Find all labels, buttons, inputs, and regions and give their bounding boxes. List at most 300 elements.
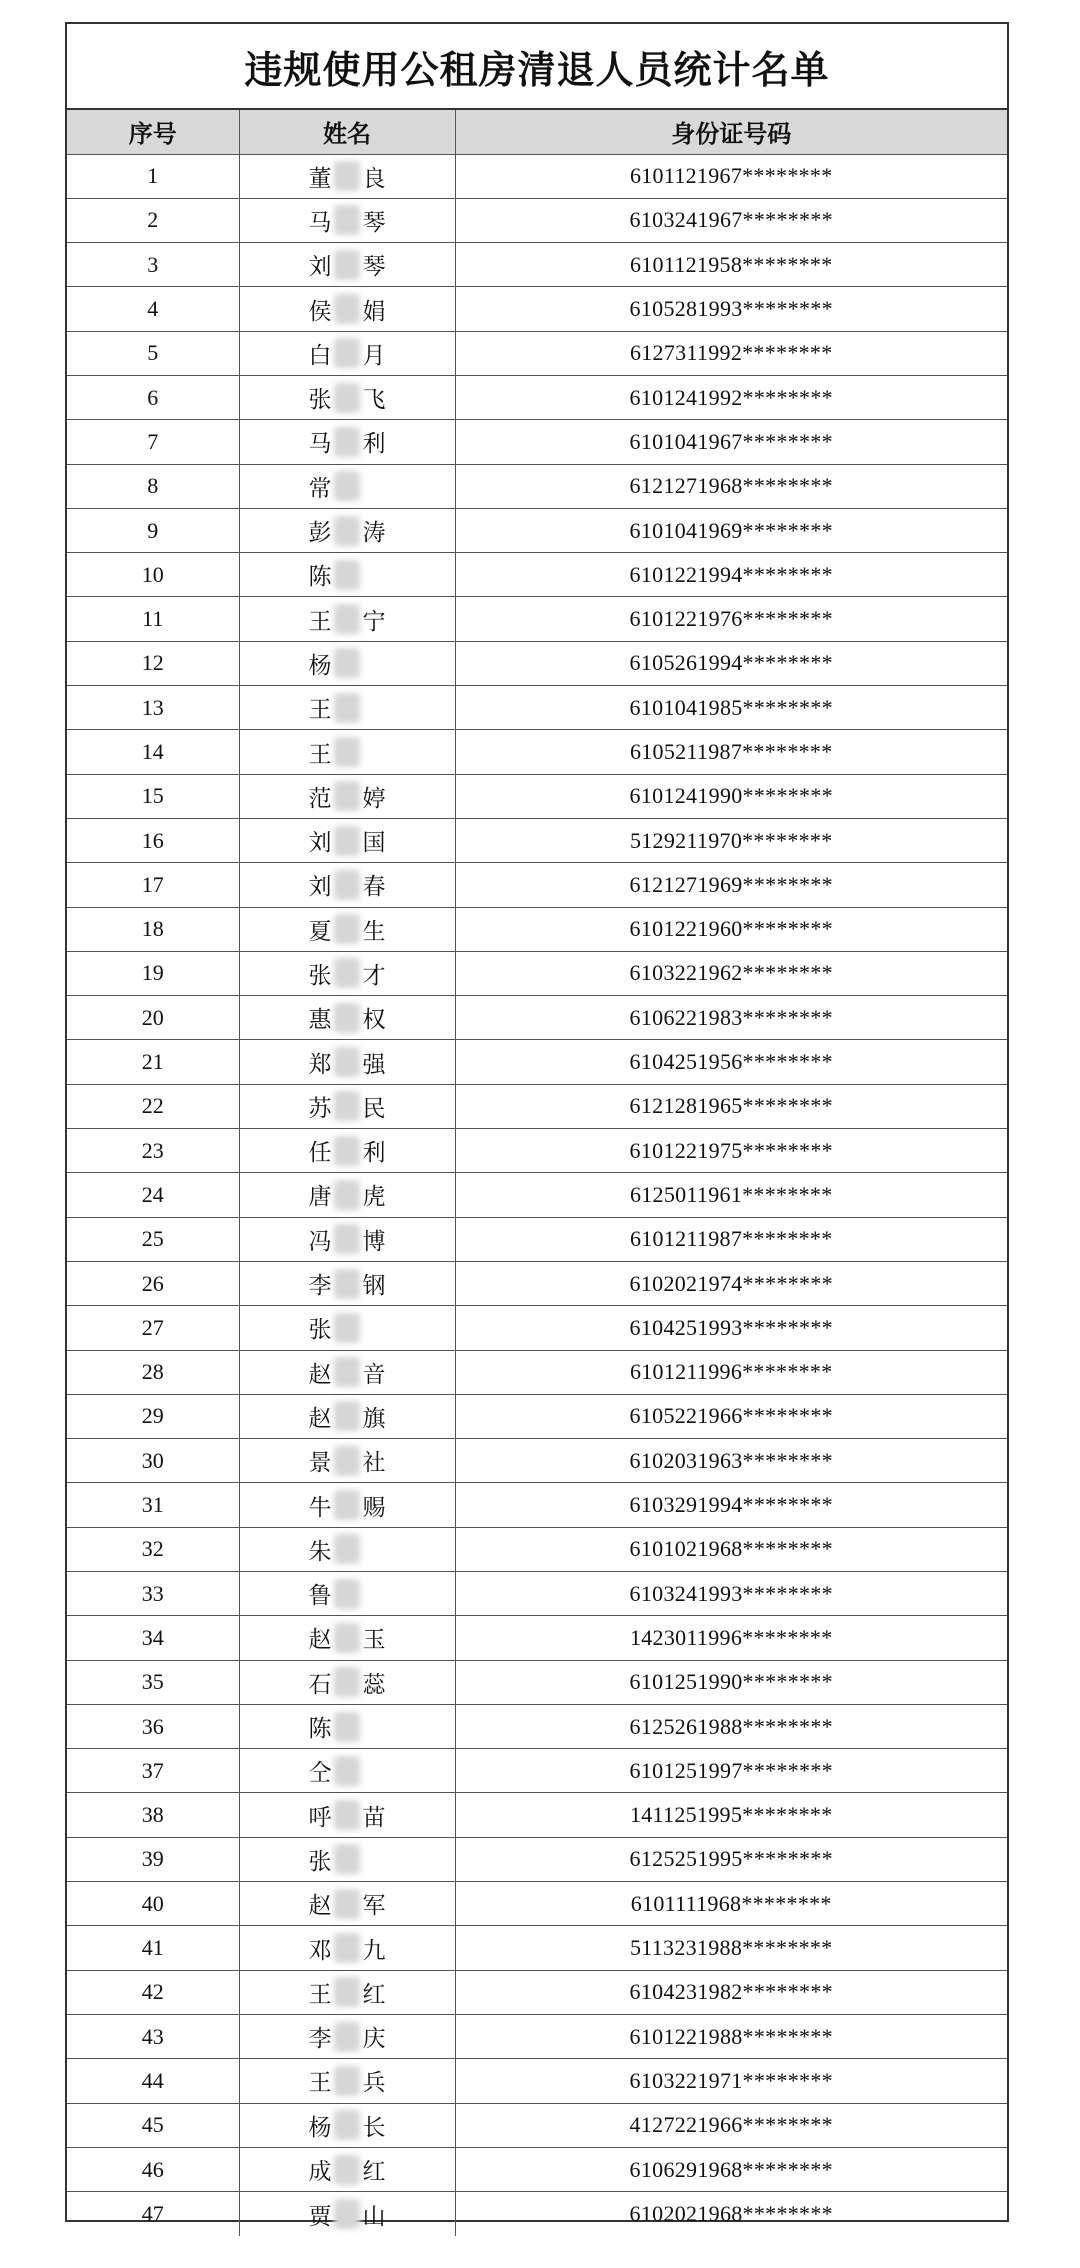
- redaction-blur: [334, 161, 360, 191]
- table-row: [67, 154, 1007, 198]
- name-text: [308, 2198, 386, 2231]
- row-id-number: 6101111968********: [455, 1882, 1007, 1926]
- given-name-char: 飞: [362, 387, 386, 414]
- surname: 王: [308, 1981, 332, 2008]
- surname: 侯: [308, 298, 332, 325]
- row-name: [239, 2059, 455, 2103]
- row-name: [239, 641, 455, 685]
- redaction-blur: [334, 427, 360, 457]
- surname: 张: [308, 962, 332, 989]
- surname: 张: [308, 1848, 332, 1875]
- surname: 朱: [308, 1538, 332, 1565]
- row-name: [239, 1483, 455, 1527]
- surname: 景: [308, 1450, 332, 1477]
- redaction-blur: [334, 1269, 360, 1299]
- row-name: [239, 420, 455, 464]
- given-name-char: 娟: [362, 298, 386, 325]
- name-text: [308, 1577, 386, 1610]
- row-index: 42: [67, 1970, 239, 2014]
- row-index: 29: [67, 1394, 239, 1438]
- redaction-blur: [334, 1623, 360, 1653]
- row-id-number: 6101121967********: [455, 154, 1007, 198]
- given-name-char: 利: [362, 1140, 386, 1167]
- row-index: 35: [67, 1660, 239, 1704]
- row-id-number: 6101041967********: [455, 420, 1007, 464]
- name-text: [308, 1932, 386, 1965]
- row-id-number: 6101121958********: [455, 243, 1007, 287]
- given-name-char: 玉: [362, 1627, 386, 1654]
- table-row: [67, 907, 1007, 951]
- row-id-number: 6121281965********: [455, 1084, 1007, 1128]
- surname: 成: [308, 2159, 332, 2185]
- row-id-number: 5113231988********: [455, 1926, 1007, 1970]
- row-name: [239, 1970, 455, 2014]
- name-text: [308, 1887, 386, 1920]
- table-row: [67, 1040, 1007, 1084]
- redaction-blur: [334, 1667, 360, 1697]
- redaction-blur: [334, 471, 360, 501]
- given-name-char: 军: [362, 1893, 386, 1920]
- table-row: [67, 2059, 1007, 2103]
- table-row: [67, 1129, 1007, 1173]
- row-id-number: 6101221994********: [455, 553, 1007, 597]
- redaction-blur: [334, 1712, 360, 1742]
- row-index: 37: [67, 1749, 239, 1793]
- surname: 陈: [308, 564, 332, 591]
- table-row: [67, 1704, 1007, 1748]
- name-text: [308, 1046, 386, 1079]
- name-text: [308, 1223, 386, 1256]
- table-row: [67, 1439, 1007, 1483]
- redaction-blur: [334, 870, 360, 900]
- row-id-number: 6105281993********: [455, 287, 1007, 331]
- row-id-number: 6102021974********: [455, 1261, 1007, 1305]
- row-id-number: 6106221983********: [455, 996, 1007, 1040]
- given-name-char: 涛: [362, 520, 386, 547]
- surname: 赵: [308, 1361, 332, 1388]
- row-id-number: 6101251990********: [455, 1660, 1007, 1704]
- table-row: [67, 1749, 1007, 1793]
- roster-table: [67, 110, 1007, 2236]
- row-index: 3: [67, 243, 239, 287]
- given-name-char: 虎: [362, 1184, 386, 1211]
- surname: 赵: [308, 1893, 332, 1920]
- table-row: [67, 1572, 1007, 1616]
- given-name-char: 长: [362, 2114, 386, 2141]
- row-id-number: 6101221975********: [455, 1129, 1007, 1173]
- given-name-char: 琴: [362, 254, 386, 281]
- given-name-char: 生: [362, 918, 386, 945]
- surname: 李: [308, 2026, 332, 2053]
- surname: 马: [308, 431, 332, 458]
- row-id-number: 4127221966********: [455, 2103, 1007, 2147]
- table-row: [67, 1793, 1007, 1837]
- table-row: [67, 1217, 1007, 1261]
- name-text: [308, 1489, 386, 1522]
- name-text: [308, 1178, 386, 1211]
- surname: 苏: [308, 1095, 332, 1122]
- row-name: [239, 154, 455, 198]
- given-name-char: 强: [362, 1051, 386, 1078]
- header-index: 序号: [67, 110, 239, 154]
- redaction-blur: [334, 1401, 360, 1431]
- row-index: 19: [67, 951, 239, 995]
- surname: 邓: [308, 1937, 332, 1964]
- row-id-number: 6101241990********: [455, 774, 1007, 818]
- table-row: [67, 243, 1007, 287]
- row-id-number: 6121271968********: [455, 464, 1007, 508]
- row-id-number: 6103291994********: [455, 1483, 1007, 1527]
- name-text: [308, 1710, 386, 1743]
- row-index: 6: [67, 375, 239, 419]
- row-name: [239, 1261, 455, 1305]
- row-id-number: 6101221988********: [455, 2014, 1007, 2058]
- redaction-blur: [334, 1446, 360, 1476]
- row-index: 36: [67, 1704, 239, 1748]
- given-name-char: 庆: [362, 2026, 386, 2053]
- redaction-blur: [334, 338, 360, 368]
- row-name: [239, 996, 455, 1040]
- row-name: [239, 1926, 455, 1970]
- redaction-blur: [334, 1180, 360, 1210]
- row-index: 18: [67, 907, 239, 951]
- surname: 呼: [308, 1804, 332, 1831]
- redaction-blur: [334, 781, 360, 811]
- table-row: [67, 1350, 1007, 1394]
- given-name-char: 琴: [362, 209, 386, 236]
- row-name: [239, 1660, 455, 1704]
- row-id-number: 6103221971********: [455, 2059, 1007, 2103]
- row-name: [239, 287, 455, 331]
- name-text: [308, 514, 386, 547]
- row-name: [239, 774, 455, 818]
- surname: 王: [308, 697, 332, 724]
- table-row: [67, 1306, 1007, 1350]
- table-row: [67, 1527, 1007, 1571]
- surname: 唐: [308, 1184, 332, 1211]
- row-id-number: 6101251997********: [455, 1749, 1007, 1793]
- redaction-blur: [334, 2066, 360, 2096]
- surname: 范: [308, 785, 332, 812]
- surname: 赵: [308, 1627, 332, 1654]
- surname: 彭: [308, 520, 332, 547]
- given-name-char: 社: [362, 1450, 386, 1477]
- row-id-number: 6103241967********: [455, 198, 1007, 242]
- surname: 李: [308, 1273, 332, 1300]
- surname: 夏: [308, 918, 332, 945]
- row-index: 24: [67, 1173, 239, 1217]
- row-name: [239, 2103, 455, 2147]
- name-text: [308, 1267, 386, 1300]
- redaction-blur: [334, 205, 360, 235]
- row-index: 8: [67, 464, 239, 508]
- table-row: [67, 1837, 1007, 1881]
- redaction-blur: [334, 914, 360, 944]
- surname: 鲁: [308, 1583, 332, 1610]
- row-id-number: 6101221976********: [455, 597, 1007, 641]
- table-row: [67, 1660, 1007, 1704]
- name-text: [308, 1754, 386, 1787]
- row-name: [239, 597, 455, 641]
- name-text: [308, 2153, 386, 2186]
- table-row: [67, 1173, 1007, 1217]
- row-name: [239, 1749, 455, 1793]
- name-text: [308, 2109, 386, 2142]
- row-index: 41: [67, 1926, 239, 1970]
- row-name: [239, 1173, 455, 1217]
- name-text: [308, 736, 386, 769]
- table-row: [67, 863, 1007, 907]
- row-id-number: 6127311992********: [455, 331, 1007, 375]
- redaction-blur: [334, 737, 360, 767]
- row-index: 17: [67, 863, 239, 907]
- name-text: [308, 2020, 386, 2053]
- row-index: 31: [67, 1483, 239, 1527]
- redaction-blur: [334, 1136, 360, 1166]
- row-name: [239, 951, 455, 995]
- surname: 冯: [308, 1228, 332, 1255]
- name-text: [308, 337, 386, 370]
- redaction-blur: [334, 648, 360, 678]
- redaction-blur: [334, 2022, 360, 2052]
- name-text: [308, 1400, 386, 1433]
- row-id-number: 6101021968********: [455, 1527, 1007, 1571]
- name-text: [308, 913, 386, 946]
- table-row: [67, 1483, 1007, 1527]
- row-name: [239, 198, 455, 242]
- row-index: 2: [67, 198, 239, 242]
- row-index: 12: [67, 641, 239, 685]
- table-row: [67, 1970, 1007, 2014]
- redaction-blur: [334, 2155, 360, 2185]
- given-name-char: 旗: [362, 1405, 386, 1432]
- row-index: 26: [67, 1261, 239, 1305]
- row-id-number: 6105261994********: [455, 641, 1007, 685]
- name-text: [308, 2064, 386, 2097]
- table-row: [67, 730, 1007, 774]
- row-index: 25: [67, 1217, 239, 1261]
- surname: 王: [308, 608, 332, 635]
- given-name-char: 山: [362, 2203, 386, 2230]
- row-index: 34: [67, 1616, 239, 1660]
- redaction-blur: [334, 1579, 360, 1609]
- row-index: 45: [67, 2103, 239, 2147]
- table-row: [67, 686, 1007, 730]
- row-index: 33: [67, 1572, 239, 1616]
- surname: 张: [308, 1317, 332, 1344]
- table-row: [67, 2014, 1007, 2058]
- table-row: [67, 198, 1007, 242]
- table-row: [67, 2192, 1007, 2236]
- redaction-blur: [334, 1047, 360, 1077]
- row-id-number: 1423011996********: [455, 1616, 1007, 1660]
- given-name-char: 良: [362, 165, 386, 192]
- row-name: [239, 375, 455, 419]
- row-name: [239, 2014, 455, 2058]
- redaction-blur: [334, 693, 360, 723]
- row-index: 13: [67, 686, 239, 730]
- redaction-blur: [334, 1800, 360, 1830]
- surname: 白: [308, 342, 332, 369]
- name-text: [308, 1311, 386, 1344]
- redaction-blur: [334, 1933, 360, 1963]
- table-row: [67, 287, 1007, 331]
- table-row: [67, 996, 1007, 1040]
- given-name-char: 民: [362, 1095, 386, 1122]
- name-text: [308, 824, 386, 857]
- table-row: [67, 553, 1007, 597]
- surname: 杨: [308, 2114, 332, 2141]
- row-id-number: 6125011961********: [455, 1173, 1007, 1217]
- name-text: [308, 470, 386, 503]
- table-row: [67, 1084, 1007, 1128]
- row-id-number: 6104251993********: [455, 1306, 1007, 1350]
- table-row: [67, 1882, 1007, 1926]
- table-row: [67, 375, 1007, 419]
- surname: 石: [308, 1671, 332, 1698]
- given-name-char: 宁: [362, 608, 386, 635]
- row-name: [239, 1306, 455, 1350]
- row-name: [239, 1572, 455, 1616]
- redaction-blur: [334, 1313, 360, 1343]
- table-row: [67, 818, 1007, 862]
- table-body: [67, 154, 1007, 2236]
- row-name: [239, 1129, 455, 1173]
- row-name: [239, 2147, 455, 2191]
- name-text: [308, 603, 386, 636]
- name-text: [308, 1799, 386, 1832]
- table-row: [67, 774, 1007, 818]
- row-name: [239, 1793, 455, 1837]
- row-id-number: 6121271969********: [455, 863, 1007, 907]
- surname: 陈: [308, 1716, 332, 1743]
- row-index: 16: [67, 818, 239, 862]
- table-row: [67, 1261, 1007, 1305]
- surname: 刘: [308, 830, 332, 857]
- given-name-char: 红: [362, 1981, 386, 2008]
- redaction-blur: [334, 604, 360, 634]
- row-id-number: 6125251995********: [455, 1837, 1007, 1881]
- redaction-blur: [334, 560, 360, 590]
- row-index: 15: [67, 774, 239, 818]
- surname: 惠: [308, 1007, 332, 1034]
- row-name: [239, 1616, 455, 1660]
- row-id-number: 1411251995********: [455, 1793, 1007, 1837]
- table-row: [67, 951, 1007, 995]
- table-row: [67, 641, 1007, 685]
- given-name-char: 婷: [362, 785, 386, 812]
- surname: 王: [308, 741, 332, 768]
- row-index: 23: [67, 1129, 239, 1173]
- document-title: 违规使用公租房清退人员统计名单: [67, 24, 1007, 110]
- name-text: [308, 248, 386, 281]
- surname: 仝: [308, 1760, 332, 1787]
- redaction-blur: [334, 1091, 360, 1121]
- row-id-number: 6103241993********: [455, 1572, 1007, 1616]
- row-index: 47: [67, 2192, 239, 2236]
- given-name-char: 兵: [362, 2070, 386, 2097]
- header-name: 姓名: [239, 110, 455, 154]
- row-index: 30: [67, 1439, 239, 1483]
- surname: 郑: [308, 1051, 332, 1078]
- row-index: 14: [67, 730, 239, 774]
- row-name: [239, 907, 455, 951]
- name-text: [308, 957, 386, 990]
- name-text: [308, 1621, 386, 1654]
- row-index: 27: [67, 1306, 239, 1350]
- row-name: [239, 686, 455, 730]
- given-name-char: 月: [362, 342, 386, 369]
- redaction-blur: [334, 1490, 360, 1520]
- given-name-char: 博: [362, 1228, 386, 1255]
- given-name-char: 赐: [362, 1494, 386, 1521]
- row-name: [239, 1439, 455, 1483]
- row-name: [239, 464, 455, 508]
- redaction-blur: [334, 826, 360, 856]
- redaction-blur: [334, 1889, 360, 1919]
- row-name: [239, 1350, 455, 1394]
- row-index: 21: [67, 1040, 239, 1084]
- name-text: [308, 1444, 386, 1477]
- row-index: 38: [67, 1793, 239, 1837]
- name-text: [308, 1976, 386, 2009]
- table-row: [67, 331, 1007, 375]
- row-id-number: 6125261988********: [455, 1704, 1007, 1748]
- given-name-char: 权: [362, 1007, 386, 1034]
- redaction-blur: [334, 1534, 360, 1564]
- row-name: [239, 2192, 455, 2236]
- surname: 杨: [308, 652, 332, 679]
- name-text: [308, 160, 386, 193]
- surname: 牛: [308, 1494, 332, 1521]
- row-name: [239, 818, 455, 862]
- redaction-blur: [334, 2110, 360, 2140]
- row-id-number: 6105211987********: [455, 730, 1007, 774]
- redaction-blur: [334, 1357, 360, 1387]
- row-index: 1: [67, 154, 239, 198]
- given-name-char: 国: [362, 830, 386, 857]
- table-row: [67, 597, 1007, 641]
- row-index: 4: [67, 287, 239, 331]
- row-name: [239, 1527, 455, 1571]
- name-text: [308, 293, 386, 326]
- name-text: [308, 1134, 386, 1167]
- surname: 刘: [308, 254, 332, 281]
- redaction-blur: [334, 1224, 360, 1254]
- row-name: [239, 1040, 455, 1084]
- row-id-number: 5129211970********: [455, 818, 1007, 862]
- surname: 赵: [308, 1405, 332, 1432]
- row-index: 40: [67, 1882, 239, 1926]
- row-id-number: 6102021968********: [455, 2192, 1007, 2236]
- row-index: 9: [67, 508, 239, 552]
- given-name-char: 红: [362, 2159, 386, 2185]
- row-name: [239, 730, 455, 774]
- table-row: [67, 1616, 1007, 1660]
- row-index: 5: [67, 331, 239, 375]
- table-row: [67, 2103, 1007, 2147]
- row-id-number: 6104231982********: [455, 1970, 1007, 2014]
- row-id-number: 6104251956********: [455, 1040, 1007, 1084]
- name-text: [308, 1666, 386, 1699]
- name-text: [308, 691, 386, 724]
- name-text: [308, 558, 386, 591]
- name-text: [308, 1090, 386, 1123]
- redaction-blur: [334, 250, 360, 280]
- given-name-char: 九: [362, 1937, 386, 1964]
- given-name-char: 音: [362, 1361, 386, 1388]
- given-name-char: 才: [362, 962, 386, 989]
